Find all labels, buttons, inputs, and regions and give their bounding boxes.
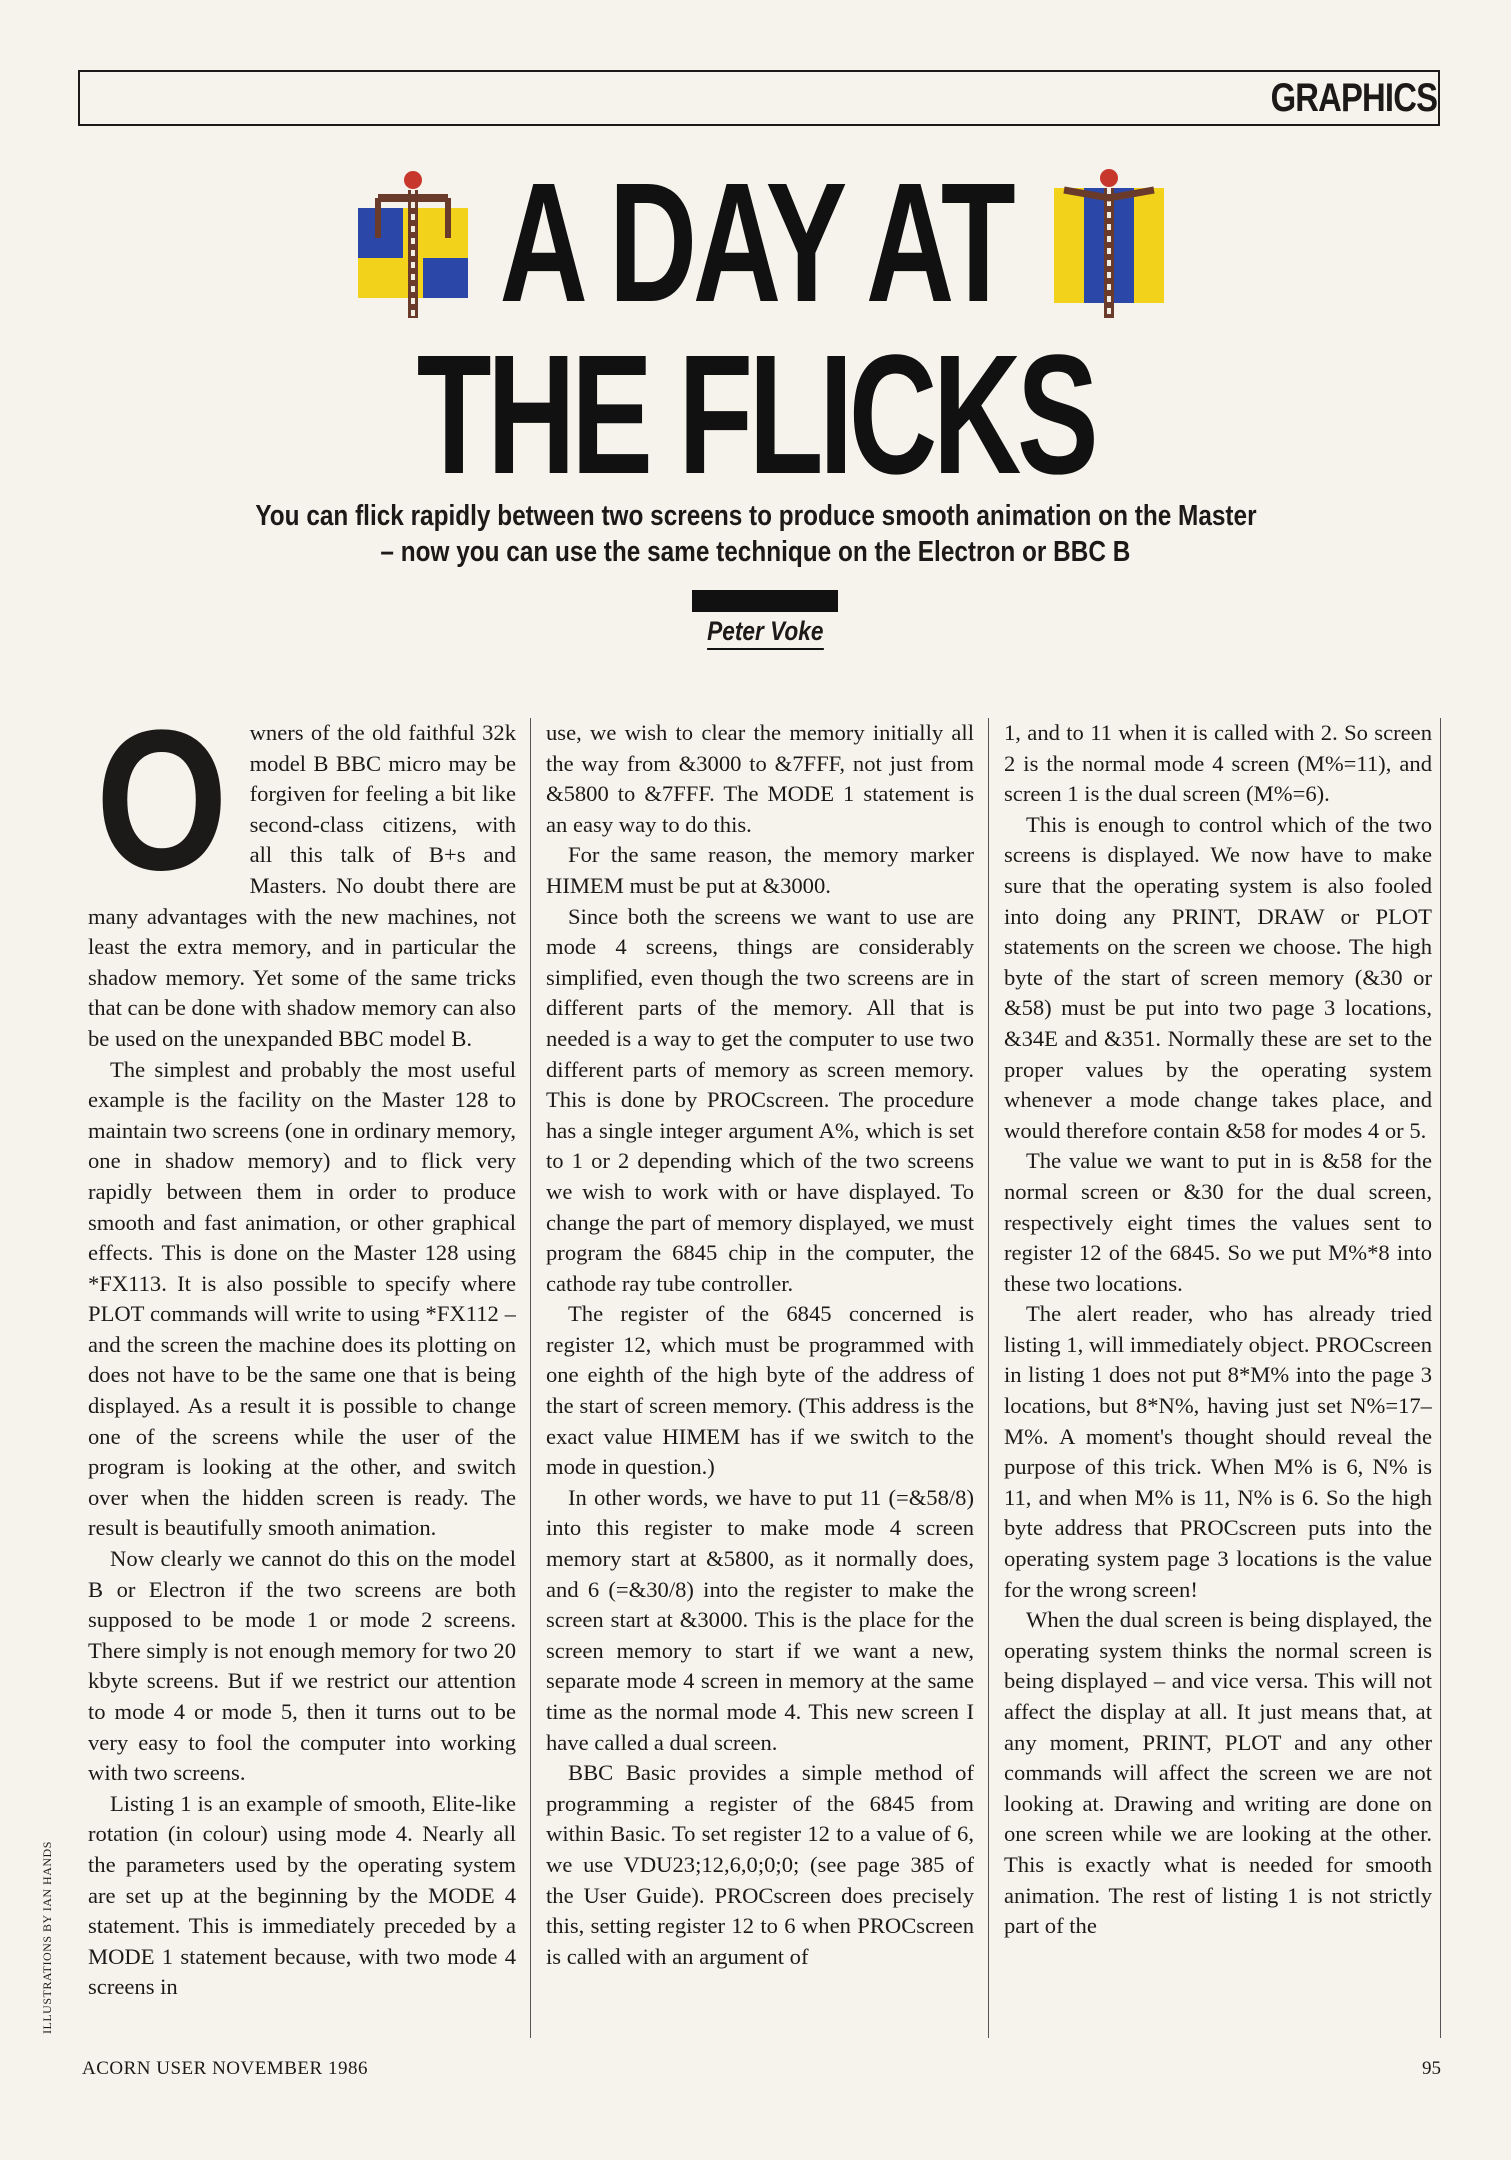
paragraph: Now clearly we cannot do this on the model B or Electron if the two screens are both supposed to be mode 1 or mode 2 screens. There simply is not enough memory for two 20 kbyte screens. But if we restrict our attention to mode 4 or mode 5, then it turns out to be very easy to fool the computer into working with two screens. [88,1546,516,1786]
headline-line-1: A DAY AT [499,148,1012,338]
byline: Peter Voke [640,616,890,650]
paragraph: Since both the screens we want to use are mode 4 screens, things are considerably simplified, even though the two screens are in different parts of the memory. All that is needed is a way to get the computer to use two different parts of memory as screen memory. This is done by PROCscreen. The procedure has a single integer argument A%, which is set to 1 or 2 depending which of the two screens we wish to work with or have displayed. To change the part of memory displayed, we must program the 6845 chip in the computer, the cathode ray tube controller. [546,903,974,1296]
header-frame-right [1438,70,1440,126]
section-label: GRAPHICS [1270,76,1437,120]
article-column-2 [546,718,974,2038]
paragraph: In other words, we have to put 11 (=&58/8) into this register to make mode 4 screen memory start at &5800, as it normally does, and 6 (=&30/8) into the register to make the screen start at &3000. This is the place for the screen memory to start if we want a new, separate mode 4 screen in memory at the same time as the normal mode 4. This new screen I have called a dual screen. [546,1484,974,1755]
header-frame-left [78,70,80,126]
header-rule [78,124,1440,126]
paragraph: use, we wish to clear the memory initially all the way from &3000 to &7FFF, not just from &5800 to &7FFF. The MODE 1 statement is an easy way to do this. [546,720,974,837]
illustration-credit: ILLUSTRATIONS BY IAN HANDS [40,1841,54,2034]
paragraph: The value we want to put in is &58 for the normal screen or &30 for the dual screen, respectively eight times the values sent to register 12 of the 6845. So we put M%*8 into these two locations. [1004,1148,1432,1296]
standfirst-line-2: – now you can use the same technique on the Electron or BBC B [380,536,1131,568]
paragraph: The simplest and probably the most useful example is the facility on the Master 128 to maintain two screens (one in ordinary memory, one in shadow memory) and to flick very rapidly between them in order to produce smooth and fast animation, or other graphical effects. This is done on the Master 128 using *FX113. It is also possible to specify where PLOT commands will write to using *FX112 – and the screen the machine does its plotting on does not have to be the same one that is being displayed. As a result it is possible to change one of the screens while the user of the program is looking at the other, and switch over when the hidden screen is ready. The result is beautifully smooth animation. [88,1056,516,1541]
paragraph: This is enough to control which of the two screens is displayed. We now have to make sure that the operating system is also fooled into doing any PRINT, DRAW or PLOT statements on the screen we choose. The high byte of the start of screen memory (&30 or &58) must be put into two page 3 locations, &34E and &351. Normally these are set to the proper values by the operating system whenever a mode change takes place, and would therefore contain &58 for modes 4 or 5. [1004,811,1432,1143]
article-column-3 [1004,718,1432,2038]
paragraph: wners of the old faithful 32k model B BBC micro may be forgiven for feeling a bit like second-class citizens, with all this talk of B+s and Masters. No doubt there are many advantages with the new machines, not least the extra memory, and in particular the shadow memory. Yet some of the same tricks that can be done with shadow memory can also be used on the unexpanded BBC model B. [88,720,516,1051]
byline-bar [692,590,838,612]
standfirst [160,498,1351,570]
headline-line-2: THE FLICKS [416,320,1095,510]
standfirst-line-1: You can flick rapidly between two screens to produce smooth animation on the Master [255,500,1257,532]
paragraph: 1, and to 11 when it is called with 2. So screen 2 is the normal mode 4 screen (M%=11), and screen 1 is the dual screen (M%=6). [1004,720,1432,807]
column-rule [530,718,531,2038]
paragraph: Listing 1 is an example of smooth, Elite-like rotation (in colour) using mode 4. Nearly all the parameters used by the operating system are set up at the beginning by the MODE 4 statement. This is immediately preceded by a MODE 1 statement because, with two mode 4 screens in [88,1790,516,2000]
column-rule [988,718,989,2038]
drop-cap: O [95,718,228,912]
paragraph: The register of the 6845 concerned is register 12, which must be programmed with one eighth of the high byte of the address of the start of screen memory. (This address is the exact value HIMEM has if we switch to the mode in question.) [546,1301,974,1480]
column-rule [1440,718,1441,2038]
footer-page-number: 95 [1422,2058,1441,2079]
header-frame-top [78,70,1440,72]
paragraph: When the dual screen is being displayed, the operating system thinks the normal screen is being displayed – and vice versa. This will not affect the display at all. It just means that, at any moment, PRINT, PLOT and any other commands will affect the screen we are not looking at. Drawing and writing are done on one screen while we are looking at the other. This is exactly what is needed for smooth animation. The rest of listing 1 is not strictly part of the [1004,1607,1432,1939]
paragraph: BBC Basic provides a simple method of programming a register of the 6845 from within Basic. To set register 12 to a value of 6, we use VDU23;12,6,0;0;0; (see page 385 of the User Guide). PROCscreen does precisely this, setting register 12 to 6 when PROCscreen is called with an argument of [546,1760,974,1969]
article-column-1 [88,718,516,2038]
paragraph: For the same reason, the memory marker HIMEM must be put at &3000. [546,842,974,898]
paragraph: The alert reader, who has already tried listing 1, will immediately object. PROCscreen in listing 1 does not put 8*M% into the page 3 locations, but 8*N%, having just set N%=17–M%. A moment's thought should reveal the purpose of this trick. When M% is 6, N% is 11, and when M% is 11, N% is 6. So the high byte address that PROCscreen puts into the operating system page 3 locations is the value for the wrong screen! [1004,1301,1432,1602]
footer-publication: ACORN USER NOVEMBER 1986 [82,2058,368,2079]
